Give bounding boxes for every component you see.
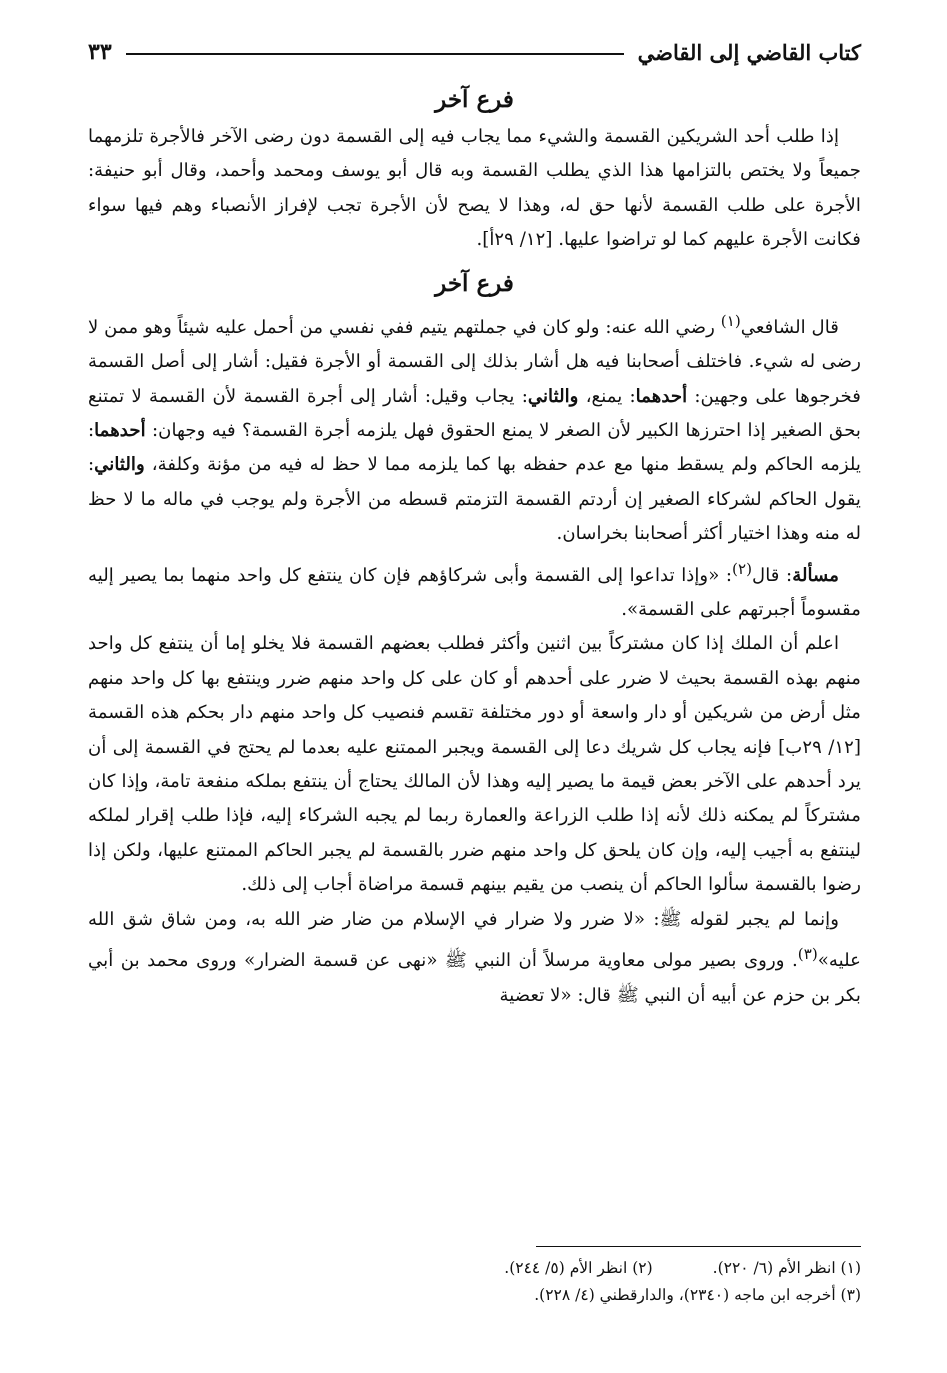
- footnote-1: (١) انظر الأم (٦/ ٢٢٠).: [712, 1259, 861, 1277]
- paragraph-2: [88, 304, 861, 552]
- book-title: كتاب القاضي إلى القاضي: [637, 39, 861, 65]
- bold-term: والثاني: [527, 385, 579, 407]
- footnote-ref-1: (١): [720, 311, 741, 330]
- footnotes: [88, 1246, 861, 1309]
- bold-term: والثاني: [94, 454, 145, 476]
- text-run: قال الشافعي: [740, 316, 839, 338]
- paragraph-3: اعلم أن الملك إذا كان مشتركاً بين اثنين وأكثر فطلب بعضهم القسمة فلا يخلو إما أن ينتفع كل واحد منهم بهذه القسمة بحيث لا ضرر على أحدهم أو كان على كل واحد منهم ضرر وينتفع بها كل واحد منهم مثل أرض من شريكين أو دار واسعة أو دور مختلفة تقسم فنصيب كل واحد منهم دار بحكم هذه القسمة [١٢/ ٢٩ب] فإنه يجاب كل شريك دعا إلى القسمة ويجبر الممتنع عليه بعدما لم يحتج في القسمة إلى أن يرد أحدهم على الآخر بعض قيمة ما يصير إليه وهذا لأن المالك يحتاج أن ينتفع بملكه منفعة تامة، وإذا كان مشتركاً لم يمكنه ذلك لأنه إذا طلب الزراعة والعمارة ربما لم يجبه الشركاء إليه، فإذا طلب إقرار لملكه لينتفع به أجيب إليه، وإن كان يلحق كل واحد منهم ضرر بالقسمة لم يجبر الحاكم الممتنع عليها، ولكن إذا رضوا بالقسمة سألوا الحاكم أن ينصب من يقيم بينهم قسمة مراضاة أجاب إلى ذلك.: [88, 633, 861, 896]
- bold-term: أحدهما: [635, 385, 688, 407]
- header-rule: [126, 53, 624, 55]
- text-run: رضي الله عنه: ولو كان في جملتهم يتيم ففي نفسي من أحمل عليه شيئاً وهو ممن لا رضى له شيء. فاختلف أصحابنا فيه هل أشار بذلك إلى القسمة أو الأجرة فقيل: أشار إلى أصل القسمة فخرجوها على وجهين:: [88, 316, 861, 407]
- section-title-1: فرع آخر: [435, 86, 514, 113]
- masala-paragraph: [88, 552, 861, 628]
- text-run: وإنما لم يجبر لقوله ﷺ: «لا ضرر ولا ضرار في الإسلام من ضار ضر الله به، ومن شاق شق الله عليه»: [88, 908, 861, 972]
- text-run: : «وإذا تداعوا إلى القسمة وأبى شركاؤهم فإن كان ينتفع كل واحد منهما بما يصير إليه مقسوماً أجبرتهم على القسمة».: [88, 564, 861, 620]
- footnote-line: [88, 1282, 861, 1309]
- footnote-ref-3: (٣): [797, 945, 818, 964]
- page-number: ٣٣: [88, 39, 112, 65]
- footnote-3: (٣) أخرجه ابن ماجه (٢٣٤٠)، والدارقطني (٤/ ٢٢٨).: [534, 1286, 861, 1304]
- text-run: : يلزمه الحاكم ولم يسقط منها مع عدم حفظه بها كما يلزمه مما لا حظ له فيه من مؤنة وكلفة،: [88, 419, 861, 476]
- text-run: : قال: [752, 564, 793, 586]
- paragraph-1: إذا طلب أحد الشريكين القسمة والشيء مما يجاب فيه إلى القسمة دون رضى الآخر فالأجرة تلزمهما جميعاً ولا يختص بالتزامها هذا الذي يطلب القسمة وبه قال أبو يوسف ومحمد وأحمد، وقال أبو حنيفة: الأجرة على طلب القسمة لأنها حق له، وهذا لا يصح لأن الأجرة تجب لإفراز الأنصباء وهم فيها سواء فكانت الأجرة عليهم كما لو تراضوا عليها. [١٢/ ٢٩أ].: [88, 126, 861, 251]
- masala-label: مسألة: [792, 564, 840, 586]
- text-run: : يمنع،: [578, 385, 636, 407]
- paragraph-4: [88, 903, 861, 1013]
- footnote-2: (٢) انظر الأم (٥/ ٢٤٤).: [504, 1259, 653, 1277]
- text-run: : يجاب وقيل: أشار إلى أجرة القسمة لأن القسمة لا تمتنع بحق الصغير إذا احترزها الكبير لأن الصغر لا يمنع الحقوق فهل يلزمه أجرة القسمة؟ فيه وجهان:: [88, 385, 861, 441]
- running-header: [88, 30, 861, 74]
- section-title-2: فرع آخر: [435, 269, 514, 297]
- footnote-line: [88, 1255, 861, 1282]
- bold-term: أحدهما: [94, 419, 146, 441]
- text-run: : يقول الحاكم لشركاء الصغير إن أردتم القسمة التزمتم قسطه من الأجرة ولم يوجب في ماله ما لا حظ له منه وهذا اختيار أكثر أصحابنا بخراسان.: [88, 454, 861, 545]
- book-page: [88, 30, 861, 1333]
- footnote-ref-2: (٢): [732, 559, 753, 578]
- text-run: . وروى بصير مولى معاوية مرسلاً أن النبي ﷺ «نهى عن قسمة الضرار» وروى محمد بن أبي بكر بن حزم عن أبيه أن النبي ﷺ قال: «لا تعضية: [88, 950, 861, 1006]
- footnote-rule: [536, 1246, 861, 1247]
